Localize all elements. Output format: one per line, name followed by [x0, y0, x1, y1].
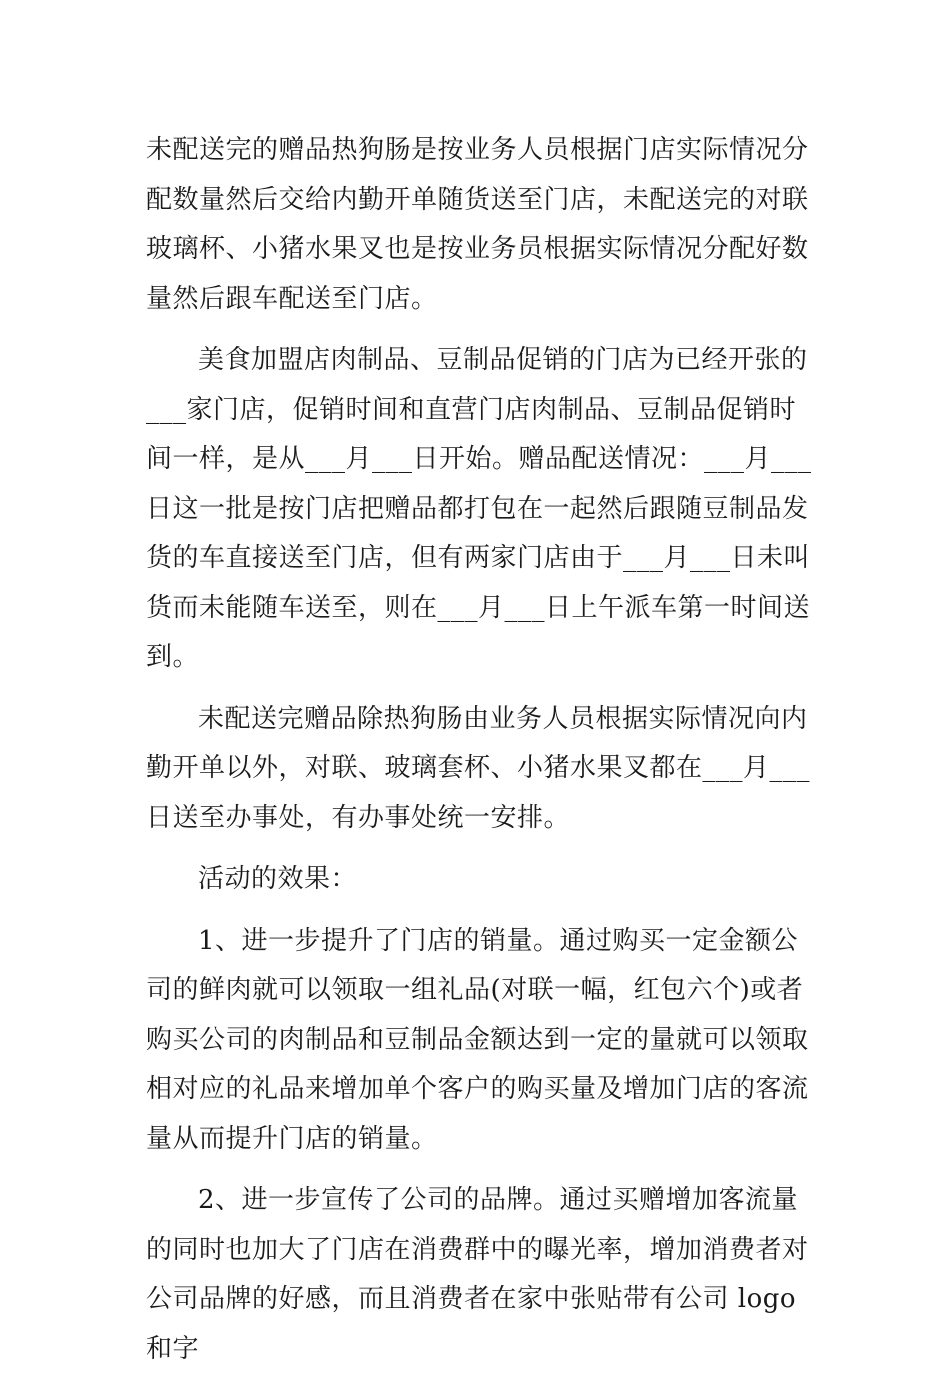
paragraph-4-heading: 活动的效果：: [198, 864, 358, 894]
paragraph-3: 未配送完赠品除热狗肠由业务人员根据实际情况向内勤开单以外，对联、玻璃套杯、小猪水果叉都在___月___日送至办事处，有办事处统一安排。: [146, 703, 811, 833]
paragraph-5: 1、进一步提升了门店的销量。通过购买一定金额公司的鲜肉就可以领取一组礼品(对联一幅，红包六个)或者购买公司的肉制品和豆制品金额达到一定的量就可以领取相对应的礼品来增加单个客户的购买量及增加门店的客流量从而提升门店的销量。: [146, 925, 809, 1154]
document-body: [146, 126, 812, 1386]
paragraph-1: 未配送完的赠品热狗肠是按业务人员根据门店实际情况分配数量然后交给内勤开单随货送至门店，未配送完的对联玻璃杯、小猪水果叉也是按业务员根据实际情况分配好数量然后跟车配送至门店。: [146, 135, 809, 314]
paragraph-6: 2、进一步宣传了公司的品牌。通过买赠增加客流量的同时也加大了门店在消费群中的曝光率，增加消费者对公司品牌的好感，而且消费者在家中张贴带有公司 logo 和字: [146, 1185, 809, 1364]
paragraph-2: 美食加盟店肉制品、豆制品促销的门店为已经开张的___家门店，促销时间和直营门店肉制品、豆制品促销时间一样，是从___月___日开始。赠品配送情况：___月___日这一批是按门店把赠品都打包在一起然后跟随豆制品发货的车直接送至门店，但有两家门店由于___月___日未叫货而未能随车送至，则在___月___日上午派车第一时间送到。: [146, 345, 812, 672]
